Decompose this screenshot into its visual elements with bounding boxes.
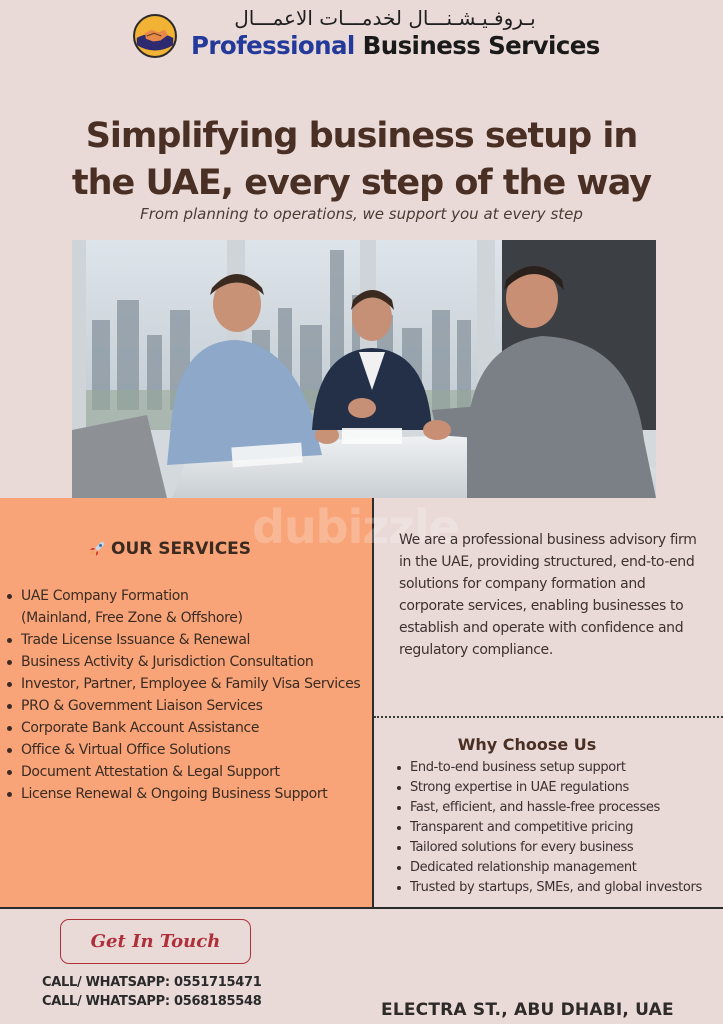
horizontal-divider bbox=[0, 907, 723, 909]
services-list bbox=[5, 585, 375, 805]
service-item: UAE Company Formation bbox=[5, 585, 375, 607]
service-item: Business Activity & Jurisdiction Consultation bbox=[5, 651, 375, 673]
why-item: Tailored solutions for every business bbox=[395, 838, 723, 858]
why-item: Trusted by startups, SMEs, and global investors bbox=[395, 878, 723, 898]
service-item: Document Attestation & Legal Support bbox=[5, 761, 375, 783]
headline bbox=[0, 113, 723, 207]
why-item: Strong expertise in UAE regulations bbox=[395, 778, 723, 798]
about-paragraph: We are a professional business advisory firm in the UAE, providing structured, end-to-end solutions for company formation and corporate services, enabling businesses to establish and operate with confidence and regulatory compliance. bbox=[399, 532, 697, 658]
dotted-separator bbox=[374, 716, 723, 718]
why-item: End-to-end business setup support bbox=[395, 758, 723, 778]
why-item: Fast, efficient, and hassle-free processes bbox=[395, 798, 723, 818]
handshake-logo-icon bbox=[133, 14, 177, 58]
brand-words-business-services: Business Services bbox=[362, 31, 600, 60]
service-item: Corporate Bank Account Assistance bbox=[5, 717, 375, 739]
services-title-text: OUR SERVICES bbox=[111, 539, 252, 559]
service-item: Investor, Partner, Employee & Family Visa Services bbox=[5, 673, 375, 695]
why-choose-us-list bbox=[395, 758, 723, 898]
brand-english-name bbox=[191, 31, 600, 60]
header bbox=[0, 0, 723, 75]
service-item: License Renewal & Ongoing Business Support bbox=[5, 783, 375, 805]
phone-line-2: CALL/ WHATSAPP: 0568185548 bbox=[42, 994, 262, 1009]
brand-arabic-name: بـروفـيـشـنـــال لخدمـــات الاعمـــال bbox=[234, 6, 536, 30]
service-item: Trade License Issuance & Renewal bbox=[5, 629, 375, 651]
business-meeting-photo bbox=[72, 240, 656, 498]
subheadline: From planning to operations, we support you at every step bbox=[140, 205, 583, 223]
why-choose-us-title: Why Choose Us bbox=[457, 735, 597, 754]
headline-line-1: Simplifying business setup in bbox=[85, 116, 638, 156]
why-item: Transparent and competitive pricing bbox=[395, 818, 723, 838]
services-title bbox=[88, 539, 251, 559]
why-item: Dedicated relationship management bbox=[395, 858, 723, 878]
phone-line-1: CALL/ WHATSAPP: 0551715471 bbox=[42, 975, 262, 990]
brand-word-professional: Professional bbox=[191, 31, 355, 60]
service-item-continuation: (Mainland, Free Zone & Offshore) bbox=[21, 610, 243, 626]
rocket-icon bbox=[88, 540, 106, 558]
get-in-touch-button[interactable]: Get In Touch bbox=[60, 919, 251, 964]
service-item: PRO & Government Liaison Services bbox=[5, 695, 375, 717]
watermark: dubizzle bbox=[252, 500, 459, 554]
service-item: Office & Virtual Office Solutions bbox=[5, 739, 375, 761]
headline-line-2: the UAE, every step of the way bbox=[71, 163, 652, 203]
address: ELECTRA ST., ABU DHABI, UAE bbox=[381, 1000, 674, 1020]
